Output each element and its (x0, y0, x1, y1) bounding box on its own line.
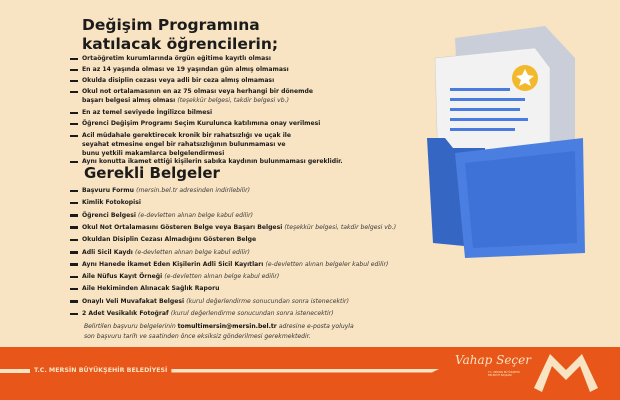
organization-name: T.C. MERSİN BÜYÜKŞEHİR BELEDİYESİ (34, 367, 168, 374)
requirement-text (82, 87, 313, 105)
text-bold: başarı belgesi almış olması (82, 97, 176, 104)
text-bold: 2 Adet Vesikalık Fotoğraf (82, 310, 169, 317)
text-italic: (teşekkür belgesi, takdir belgesi vb.) (284, 223, 397, 231)
page-title: Değişim Programına katılacak öğrencilerin; (82, 16, 279, 53)
signature-title: T.C. MERSİN BÜYÜKŞEHİR BELEDİYE BAŞKANI (488, 371, 520, 377)
requirement-item (70, 87, 313, 105)
bullet-dash (70, 276, 78, 279)
document-item (70, 186, 250, 195)
text-bold: Okulda disiplin cezası veya adli bir ceza almış olmaması (82, 77, 275, 84)
text-bold: Aynı konutta ikamet ettiği kişilerin sabıka kaydının bulunmaması gereklidir. (82, 158, 343, 165)
bullet-dash (70, 202, 78, 205)
text-bold: Adli Sicil Kaydı (82, 248, 133, 256)
bullet-dash (70, 251, 78, 254)
text-line (82, 108, 212, 117)
requirement-item (70, 108, 212, 117)
bullet-dash (70, 91, 78, 94)
requirement-item (70, 131, 291, 158)
bullet-dash (70, 239, 78, 242)
submission-note: Belirtilen başvuru belgelerinin tomultimersin@mersin.bel.tr adresine e-posta yoluyla son başvuru tarih ve saatinden önce eksiksiz gönderilmesi gerekmektedir. (84, 323, 354, 340)
text-bold: Öğrenci Belgesi (82, 211, 136, 219)
document-text (82, 186, 250, 195)
text-line (82, 96, 313, 105)
requirement-text (82, 119, 320, 128)
bullet-dash (70, 226, 78, 229)
municipality-logo (532, 350, 600, 394)
document-text (82, 211, 253, 220)
bullet-dash (70, 190, 78, 193)
bullet-dash (70, 135, 78, 138)
text-bold: Başvuru Formu (82, 187, 134, 194)
text-bold: bunu yetkili makamlarca belgelendirmesi (82, 150, 225, 157)
text-bold: Onaylı Veli Muvafakat Belgesi (82, 297, 185, 305)
document-item (70, 235, 256, 244)
requirement-text (82, 131, 291, 158)
signature: Vahap Seçer (455, 353, 531, 367)
bullet-dash (70, 214, 78, 217)
bullet-dash (70, 123, 78, 126)
requirement-text (82, 65, 289, 74)
document-text (82, 272, 279, 281)
text-italic: (e-devletten alınan belgeler kabul edilir) (265, 260, 389, 268)
text-bold: Okul Not Ortalamasını Gösteren Belge veya Başarı Belgesi (82, 223, 283, 231)
bullet-dash (70, 161, 78, 164)
text-line (82, 140, 291, 149)
document-item (70, 211, 253, 220)
text-italic: (e-devletten alınan belge kabul edilir) (138, 211, 253, 219)
text-bold: seyahat etmesine engel bir rahatsızlığının bulunmaması ve (82, 141, 286, 148)
email-link[interactable]: tomultimersin@mersin.bel.tr (177, 323, 277, 330)
requirement-item (70, 65, 289, 74)
document-item (70, 297, 349, 306)
document-text (82, 248, 250, 257)
divider (171, 369, 440, 373)
requirement-text (82, 76, 274, 85)
requirement-text (82, 54, 271, 63)
text-italic: (e-devletten alınan belge kabul edilir) (134, 248, 250, 256)
document-item (70, 198, 141, 207)
text-bold: Ortaöğretim kurumlarında örgün eğitime kayıtlı olması (82, 55, 271, 62)
bullet-dash (70, 263, 78, 266)
text-bold: Kimlik Fotokopisi (82, 199, 141, 207)
document-item (70, 284, 219, 293)
bullet-dash (70, 80, 78, 83)
text-line (82, 76, 274, 85)
text-bold: Aile Hekiminden Alınacak Sağlık Raporu (82, 285, 220, 293)
requirement-item (70, 54, 271, 63)
text-italic: (mersin.bel.tr adresinden indirilebilir) (136, 187, 250, 194)
document-item (70, 260, 388, 269)
document-text (82, 223, 396, 232)
bullet-dash (70, 112, 78, 115)
text-bold: Okul not ortalamasının en az 75 olması veya herhangi bir dönemde (82, 88, 313, 95)
text-line (82, 65, 289, 74)
folder-illustration (425, 18, 595, 258)
text-bold: Öğrenci Değişim Programı Seçim Kurulunca katılımına onay verilmesi (82, 120, 321, 127)
divider (0, 369, 30, 373)
bullet-dash (70, 69, 78, 72)
text-italic: (kurul değerlendirme sonucundan sonra istenecektir) (170, 310, 334, 317)
text-bold: Acil müdahale gerektirecek kronik bir rahatsızlığı ve uçak ile (82, 132, 292, 139)
text-bold: Aynı Hanede İkamet Eden Kişilerin Adli Sicil Kayıtları (82, 260, 264, 268)
text-line (82, 54, 271, 63)
document-text (82, 309, 334, 318)
text-line (82, 119, 320, 128)
documents-heading: Gerekli Belgeler (84, 164, 220, 182)
text-italic: (kurul değerlendirme sonucundan sonra istenecektir) (186, 297, 349, 305)
document-item (70, 223, 396, 232)
text-bold: En az temel seviyede İngilizce bilmesi (82, 109, 213, 116)
text-italic: (teşekkür belgesi, takdir belgesi vb.) (177, 97, 289, 104)
bullet-dash (70, 313, 78, 316)
document-text (82, 260, 388, 269)
text-bold: En az 14 yaşında olması ve 19 yaşından gün almış olmaması (82, 66, 289, 73)
text-italic: (e-devletten alınan belge kabul edilir) (164, 273, 280, 281)
text-line (82, 87, 313, 96)
text-line (82, 131, 291, 140)
document-item (70, 309, 334, 318)
requirement-text (82, 108, 212, 117)
text-bold: Okuldan Disiplin Cezası Almadığını Gösteren Belge (82, 236, 257, 244)
footer-organization-row (0, 365, 440, 376)
requirement-item (70, 119, 320, 128)
text-bold: Aile Nüfus Kayıt Örneği (82, 273, 163, 281)
bullet-dash (70, 300, 78, 303)
document-item (70, 272, 279, 281)
document-text (82, 297, 349, 306)
bullet-dash (70, 288, 78, 291)
bullet-dash (70, 58, 78, 61)
requirement-item (70, 76, 274, 85)
document-text (82, 198, 141, 207)
document-text (82, 235, 256, 244)
document-text (82, 284, 219, 293)
document-item (70, 248, 250, 257)
